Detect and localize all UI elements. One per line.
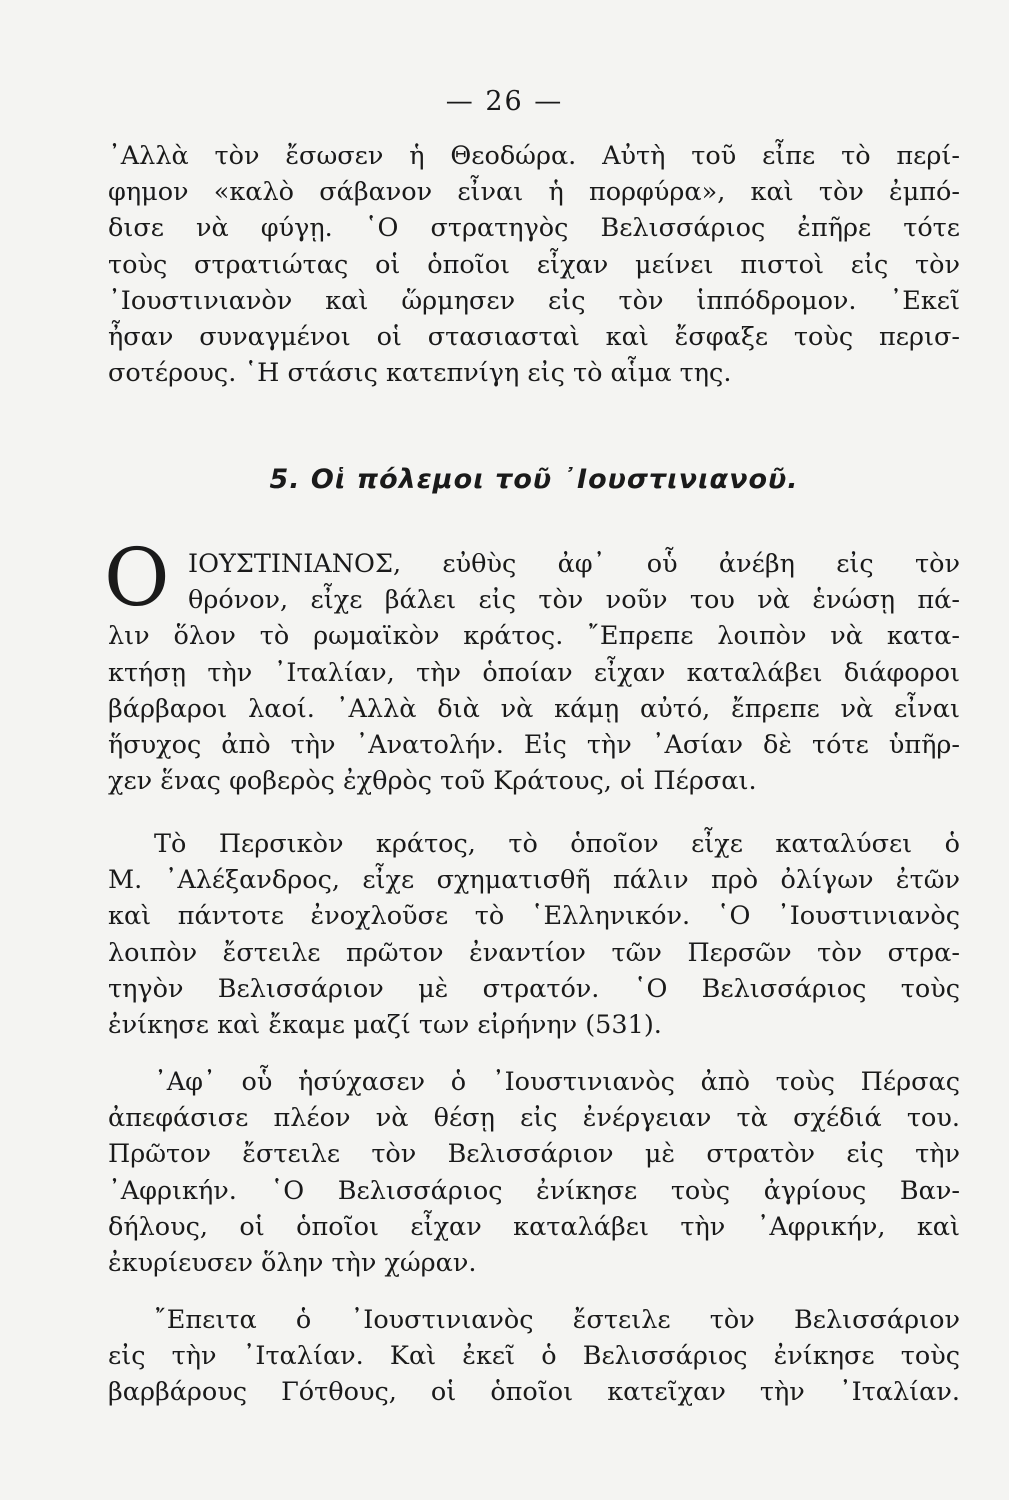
text-line: χεν ἕνας φοβερὸς ἐχθρὸς τοῦ Κράτους, οἱ Πέρσαι. [108, 766, 757, 797]
text-line: ᾿Αφ᾿ οὗ ἡσύχασεν ὁ ᾿Ιουστινιανὸς ἀπὸ τοὺς Πέρσας [154, 1067, 960, 1097]
paragraph-3 [108, 826, 960, 1043]
text-line: σοτέρους. ῾Η στάσις κατεπνίγη εἰς τὸ αἷμα της. [108, 358, 732, 389]
paragraph-1 [108, 138, 960, 391]
text-line: φημον «καλὸ σάβανον εἶναι ἡ πορφύρα», καὶ τὸν ἐμπό- [108, 177, 960, 208]
text-line: ἥσυχος ἀπὸ τὴν ᾿Ανατολήν. Εἰς τὴν ᾿Ασίαν δὲ τότε ὑπῆρ- [108, 730, 960, 761]
text-line: λοιπὸν ἔστειλε πρῶτον ἐναντίον τῶν Περσῶν τὸν στρα- [108, 937, 960, 968]
paragraph-5 [108, 1302, 960, 1411]
text-line: ᾿Αλλὰ τὸν ἔσωσεν ἡ Θεοδώρα. Αὐτὴ τοῦ εἶπε τὸ περί- [108, 141, 960, 171]
section-heading: 5. Οἱ πόλεμοι τοῦ ᾿Ιουστινιανοῦ. [269, 464, 799, 495]
text-line: θρόνον, εἶχε βάλει εἰς τὸν νοῦν του νὰ ἑνώσῃ πά- [188, 585, 960, 616]
text-line: Πρῶτον ἔστειλε τὸν Βελισσάριον μὲ στρατὸν εἰς τὴν [108, 1139, 960, 1170]
text-line: καὶ πάντοτε ἐνοχλοῦσε τὸ ῾Ελληνικόν. ῾Ο ᾿Ιουστινιανὸς [108, 901, 960, 932]
text-line: ᾿Ιουστινιανὸν καὶ ὥρμησεν εἰς τὸν ἱππόδρομον. ᾿Εκεῖ [108, 285, 960, 316]
text-line: ΙΟΥΣΤΙΝΙΑΝΟΣ, εὐθὺς ἀφ᾿ οὗ ἀνέβη εἰς τὸν [188, 549, 960, 579]
text-line: ἀπεφάσισε πλέον νὰ θέσῃ εἰς ἐνέργειαν τὰ σχέδιά του. [108, 1103, 960, 1134]
text-line: κτήσῃ τὴν ᾿Ιταλίαν, τὴν ὁποίαν εἶχαν καταλάβει διάφοροι [108, 657, 960, 688]
paragraph-2 [108, 546, 960, 799]
text-line: δισε νὰ φύγῃ. ῾Ο στρατηγὸς Βελισσάριος ἐπῆρε τότε [108, 213, 960, 244]
text-line: τοὺς στρατιώτας οἱ ὁποῖοι εἶχαν μείνει πιστοὶ εἰς τὸν [108, 249, 960, 280]
text-line: τηγὸν Βελισσάριον μὲ στρατόν. ῾Ο Βελισσάριος τοὺς [108, 973, 960, 1004]
paragraph-4 [108, 1064, 960, 1281]
text-line: δήλους, οἱ ὁποῖοι εἶχαν καταλάβει τὴν ᾿Αφρικήν, καὶ [108, 1211, 960, 1242]
page-number: — 26 — [445, 86, 564, 117]
text-line: ἐνίκησε καὶ ἔκαμε μαζί των εἰρήνην (531). [108, 1010, 662, 1041]
text-line: ἦσαν συναγμένοι οἱ στασιασταὶ καὶ ἔσφαξε τοὺς περισ- [108, 322, 960, 353]
text-line: ῎Επειτα ὁ ᾿Ιουστινιανὸς ἔστειλε τὸν Βελισσάριον [154, 1305, 960, 1335]
text-line: βάρβαροι λαοί. ᾿Αλλὰ διὰ νὰ κάμῃ αὐτό, ἔπρεπε νὰ εἶναι [108, 693, 960, 724]
text-line: ᾿Αφρικήν. ῾Ο Βελισσάριος ἐνίκησε τοὺς ἀγρίους Βαν- [108, 1175, 960, 1206]
text-line: βαρβάρους Γότθους, οἱ ὁποῖοι κατεῖχαν τὴν ᾿Ιταλίαν. [108, 1377, 960, 1408]
text-line: εἰς τὴν ᾿Ιταλίαν. Καὶ ἐκεῖ ὁ Βελισσάριος ἐνίκησε τοὺς [108, 1341, 960, 1372]
text-line: Μ. ᾿Αλέξανδρος, εἶχε σχηματισθῆ πάλιν πρὸ ὀλίγων ἐτῶν [108, 865, 960, 896]
text-line: λιν ὅλον τὸ ρωμαϊκὸν κράτος. ῎Επρεπε λοιπὸν νὰ κατα- [108, 621, 960, 652]
text-line: ἐκυρίευσεν ὅλην τὴν χώραν. [108, 1248, 477, 1279]
drop-cap: Ο [104, 531, 170, 624]
text-line: Τὸ Περσικὸν κράτος, τὸ ὁποῖον εἶχε καταλύσει ὁ [154, 829, 960, 859]
